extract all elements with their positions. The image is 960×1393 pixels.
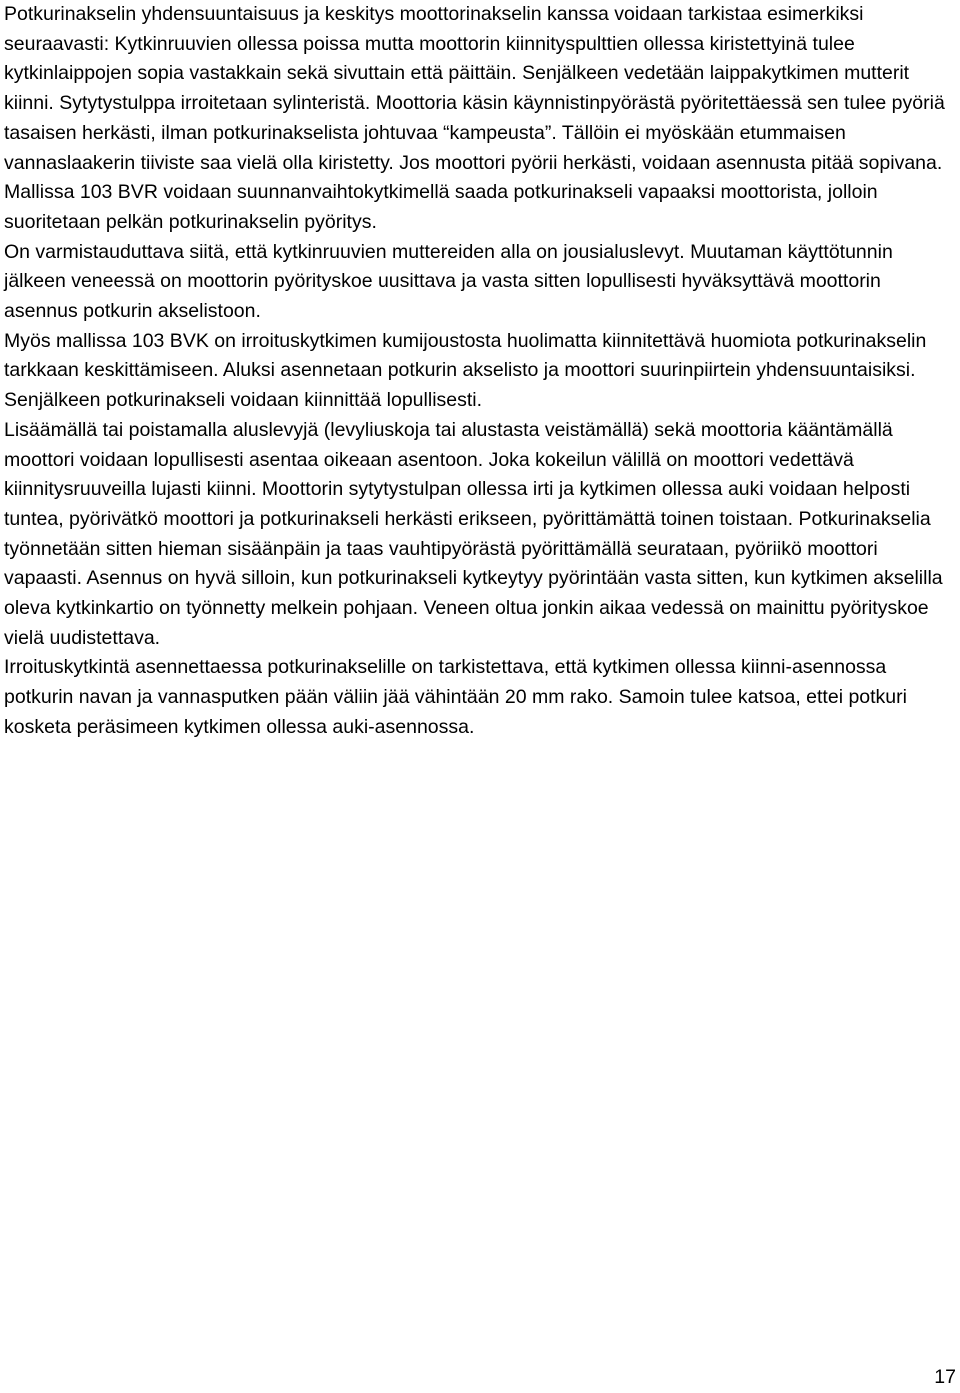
document-body xyxy=(4,0,956,743)
paragraph-shaft-alignment: Potkurinakselin yhdensuuntaisuus ja keskitys moottorinakselin kanssa voidaan tarkistaa esimerkiksi seuraavasti: Kytkinruuvien ollessa poissa mutta moottorin kiinnityspulttien ollessa kiristettyinä tulee kytkinlaippojen sopia vastakkain sekä sivuttain että päittäin. Senjälkeen vedetään laippakytkimen mutterit kiinni. Sytytystulppa irroitetaan sylinteristä. Moottoria käsin käynnistinpyörästä pyöritettäessä sen tulee pyöriä tasaisen herkästi, ilman potkurinakselista johtuvaa “kampeusta”. Tällöin ei myöskään etummaisen vannaslaakerin tiiviste saa vielä olla kiristetty. Jos moottori pyörii herkästi, voidaan asennusta pitää sopivana. xyxy=(4,3,945,174)
paragraph-spring-washers: On varmistauduttava siitä, että kytkinruuvien muttereiden alla on jousialuslevyt. Muutaman käyttötunnin jälkeen veneessä on moottorin pyörityskoe uusittava ja vasta sitten lopullisesti hyväksyttävä moottorin asennus potkurin akselistoon. xyxy=(4,240,893,323)
paragraph-shim-adjustment: Lisäämällä tai poistamalla aluslevyjä (levyliuskoja tai alustasta veistämällä) sekä moottoria kääntämällä moottori voidaan lopullisesti asentaa oikeaan asentoon. Joka kokeilun välillä on moottori vedettävä kiinnitysruuveilla lujasti kiinni. Moottorin sytytystulpan ollessa irti ja kytkimen ollessa auki voidaan helposti tuntea, pyörivätkö moottori ja potkurinakseli herkästi erikseen, pyörittämättä toinen toistaan. Potkurinakselia työnnetään sitten hieman sisäänpäin ja taas vauhtipyörästä pyörittämällä seurataan, pyöriikö moottori vapaasti. Asennus on hyvä silloin, kun potkurinakseli kytkeytyy pyörintään vasta sitten, kun kytkimen akselilla oleva kytkinkartio on työnnetty melkein pohjaan. Veneen oltua jonkin aikaa vedessä on mainittu pyörityskoe vielä uudistettava. xyxy=(4,418,943,649)
paragraph-release-clutch: Irroituskytkintä asennettaessa potkurinakselille on tarkistettava, että kytkimen ollessa kiinni-asennossa potkurin navan ja vannasputken pään väliin jää vähintään 20 mm rako. Samoin tulee katsoa, ettei potkuri kosketa peräsimeen kytkimen ollessa auki-asennossa. xyxy=(4,656,907,738)
paragraph-model-103-bvr: Mallissa 103 BVR voidaan suunnanvaihtokytkimellä saada potkurinakseli vapaaksi moottorista, jolloin suoritetaan pelkän potkurinakselin pyöritys. xyxy=(4,181,878,233)
paragraph-model-103-bvk: Myös mallissa 103 BVK on irroituskytkimen kumijoustosta huolimatta kiinnitettävä huomiota potkurinakselin tarkkaan keskittämiseen. Aluksi asennetaan potkurin akselisto ja moottori suurinpiirtein yhdensuuntaisiksi. Senjälkeen potkurinakseli voidaan kiinnittää lopullisesti. xyxy=(4,329,927,412)
page-number: 17 xyxy=(934,1366,956,1389)
